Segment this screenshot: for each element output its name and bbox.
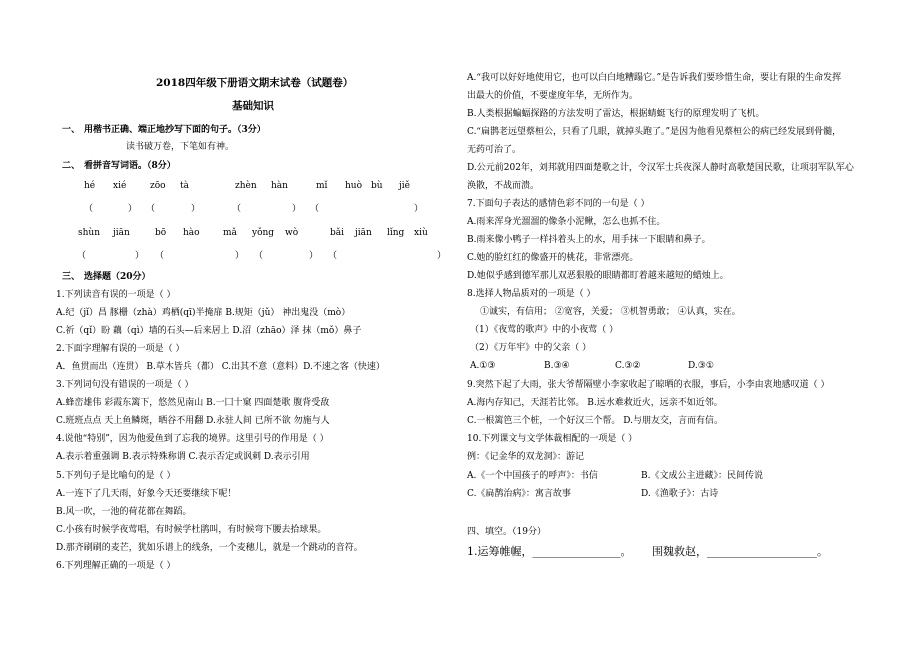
question-4: 4.说他“特别”，因为他爱鱼到了忘我的境界。这里引号的作用是（ ） [56, 434, 329, 444]
answer-bracket[interactable]: ） [437, 251, 447, 261]
question-1-option-ab: A.纪（jǐ）昌 豚栅（zhà）鸡栖(qī)半掩扉 B.规矩（jǔ） 神出鬼没（mò） [56, 308, 351, 318]
question-9: 9.突然下起了大雨，张大爷帮隔壁小李家收起了晾晒的衣服，事后，小李由衷地感叹道（ ） [467, 380, 830, 390]
answer-bracket[interactable]: ） [292, 204, 302, 214]
answer-bracket[interactable]: ） [191, 204, 201, 214]
question-1: 1.下列读音有误的一项是（ ） [56, 290, 176, 300]
answer-bracket[interactable]: （ [254, 251, 264, 261]
question-9-option-cd: C.一根篱笆三个桩，一个好汉三个帮。 D.与朋友交，言而有信。 [467, 416, 724, 426]
answer-bracket[interactable]: （ [146, 204, 156, 214]
question-5-option-a: A.一连下了几天雨，好象今天还要继续下呢！ [56, 489, 237, 499]
question-9-option-ab: A.海内存知己，天涯若比邻。 B.远水难救近火，远亲不如近邻。 [467, 398, 723, 408]
question-5-option-c: C.小孩有时候学夜莺唱，有时候学杜鹃叫，有时候弯下腰去拾球果。 [56, 525, 327, 535]
question-8-option-b: B.③④ [544, 361, 570, 371]
pinyin: zōo [150, 181, 166, 191]
question-5: 5.下列句子是比喻句的是（ ） [56, 471, 176, 481]
question-6-option-c-line1: C.“扁鹊老远望蔡桓公，只看了几眼，就掉头跑了。”是因为他看见蔡桓公的病已经发展到骨髓， [467, 127, 842, 137]
section-1-number: 一、 [62, 125, 81, 135]
question-7-option-c: C.她的脸红红的像盛开的桃花，非常漂亮。 [467, 253, 639, 263]
pinyin: jiě [399, 181, 410, 191]
question-6-option-b: B.人类根据蝙蝠探路的方法发明了雷达，根据蜻蜓飞行的原理发明了飞机。 [467, 109, 765, 119]
pinyin: tà [180, 181, 189, 191]
pinyin: xiù [414, 228, 428, 238]
question-8-option-a: A.①③ [470, 361, 496, 371]
answer-bracket[interactable]: （ [77, 251, 87, 261]
answer-bracket[interactable]: （ [232, 204, 242, 214]
fill-blank-1[interactable]: 1.运筹帷幄，________________。 [467, 545, 632, 558]
question-7-option-b: B.雨来像小鸭子一样抖着头上的水，用手抹一下眼睛和鼻子。 [467, 235, 711, 245]
question-10-option-c: C.《扁鹊治病》：寓言故事 [467, 489, 571, 499]
question-8-sub-1: （1）《夜莺的歌声》中的小夜莺（ ） [470, 325, 619, 335]
pinyin: huò [345, 181, 363, 191]
question-1-option-cd: C.祈（qǐ）盼 藕（qì）墙的石头—后来居上 D.沼（zhāo）泽 抹（mǒ）鼻子 [56, 326, 362, 336]
question-10-option-a: A.《一个中国孩子的呼声》：书信 [467, 471, 598, 481]
question-3: 3.下列词句没有错误的一项是（ ） [56, 380, 194, 390]
answer-bracket[interactable]: （ [84, 204, 94, 214]
answer-bracket[interactable]: （ [155, 251, 165, 261]
section-1-sentence: 读书破万卷，下笔如有神。 [126, 142, 235, 152]
question-6-option-d-line2: 涣散，不战而溃。 [467, 181, 540, 191]
answer-bracket[interactable]: ） [414, 204, 424, 214]
question-8: 8.选择人物品质对的一项是（ ） [467, 289, 596, 299]
question-2: 2.下面字理解有误的一项是（ ） [56, 344, 185, 354]
page-title: 2018四年级下册语文期末试卷（试题卷） [156, 77, 354, 89]
pinyin: hào [183, 228, 200, 238]
fill-blank-2[interactable]: 围魏救赵，____________________。 [652, 545, 828, 558]
pinyin: wò [285, 228, 299, 238]
answer-bracket[interactable]: ） [135, 251, 145, 261]
section-3-number: 三、 [62, 272, 81, 282]
question-6: 6.下列理解正确的一项是（ ） [56, 561, 176, 571]
question-8-option-c: C.③② [615, 361, 641, 371]
section-subtitle: 基础知识 [232, 100, 274, 112]
question-10-option-d: D.《渔歌子》：古诗 [641, 489, 719, 499]
question-6-option-d-line1: D.公元前202年，刘邦就用四面楚歌之计，令汉军士兵夜深人静时高歌楚国民歌，让项羽军队军心 [467, 163, 854, 173]
pinyin: bù [371, 181, 383, 191]
section-1-heading: 用楷书正确、端正地抄写下面的句子。（3分） [84, 125, 266, 135]
pinyin: jiān [113, 228, 130, 238]
section-2-number: 二、 [62, 161, 81, 171]
answer-bracket[interactable]: ） [128, 204, 138, 214]
question-10-option-b: B.《文成公主进藏》：民间传说 [641, 471, 763, 481]
question-3-option-cd: C.班班点点 天上鱼鳞斑，晒谷不用翻 D.永驻人间 已所不欲 勿施与人 [56, 416, 330, 426]
question-6-option-a-line2: 出最大的价值，不要虚度年华，无所作为。 [467, 91, 639, 101]
question-8-sub-2: （2）《万年牢》中的父亲（ ） [470, 343, 592, 353]
pinyin: zhèn [235, 181, 257, 191]
question-3-option-ab: A.蜂峦雄伟 彩霞东篱下，悠然见南山 B.一囗十窠 四面楚歌 腹背受敌 [56, 398, 330, 408]
question-7-option-a: A.雨来浑身光溜溜的像条小泥鳅，怎么也抓不住。 [467, 217, 666, 227]
question-7-option-d: D.她似乎感到德军那儿双恶狠般的眼睛都盯着越来越短的蜡烛上。 [467, 271, 729, 281]
question-8-qualities: ①诚实，有信用； ②宽容，关爱； ③机智勇敢； ④认真，实在。 [480, 307, 741, 317]
question-10-example: 例：《记金华的双龙洞》：游记 [467, 452, 585, 462]
question-4-options: A.表示着重强调 B.表示特殊称谓 C.表示否定或讽刺 D.表示引用 [56, 452, 310, 462]
pinyin: lǐng [387, 228, 405, 238]
pinyin: mǐ [316, 181, 328, 191]
pinyin: bō [155, 228, 167, 238]
question-5-option-b: B.风一吹，一池的荷花都在舞蹈。 [56, 507, 192, 517]
question-6-option-a-line1: A.“我可以好好地使用它，也可以白白地糟蹋它。”是告诉我们要珍惜生命，要让有限的生命发挥 [467, 73, 842, 83]
section-4-heading: 四、填空。（19分） [467, 527, 546, 537]
answer-bracket[interactable]: （ [328, 251, 338, 261]
question-10: 10.下列课文与文学体裁相配的一项是（ ） [467, 434, 638, 444]
question-5-option-d: D.那齐刷刷的麦芒，犹如乐谱上的线条，一个麦穗儿，就是一个跳动的音符。 [56, 543, 363, 553]
answer-bracket[interactable]: ） [235, 251, 245, 261]
section-2-heading: 看拼音写词语。（8分） [84, 161, 176, 171]
pinyin: xié [113, 181, 127, 191]
question-7: 7.下面句子表达的感情色彩不同的一句是（ ） [467, 199, 650, 209]
question-8-option-d: D.③① [688, 361, 714, 371]
pinyin: mǎ [223, 228, 237, 238]
section-3-heading: 选择题（20分） [84, 272, 151, 282]
answer-bracket[interactable]: ） [309, 251, 319, 261]
question-2-options: A．鱼贯而出（连贯） B.草木皆兵（都） C.出其不意（意料）D.不速之客（快速） [56, 362, 385, 372]
question-6-option-c-line2: 无药可治了。 [467, 145, 522, 155]
pinyin: hé [84, 181, 96, 191]
answer-bracket[interactable]: （ [310, 204, 320, 214]
pinyin: bǎi [330, 228, 345, 238]
pinyin: hàn [271, 181, 288, 191]
pinyin: jiān [355, 228, 372, 238]
pinyin: shùn [78, 228, 101, 238]
pinyin: yǒng [252, 228, 275, 238]
